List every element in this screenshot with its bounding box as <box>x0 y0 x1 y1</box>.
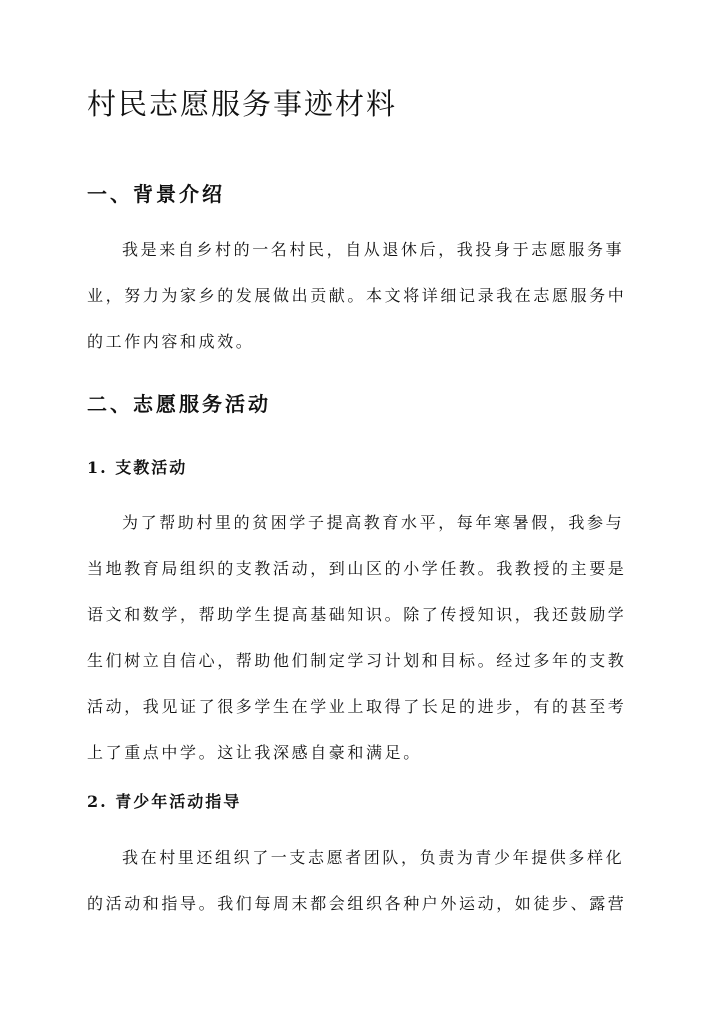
paragraph-line: 当地教育局组织的支教活动，到山区的小学任教。我教授的主要是 <box>87 559 627 578</box>
paragraph-line: 我在村里还组织了一支志愿者团队，负责为青少年提供多样化 <box>122 848 625 867</box>
paragraph-line: 我是来自乡村的一名村民，自从退休后，我投身于志愿服务事 <box>122 240 625 259</box>
paragraph-line: 生们树立自信心，帮助他们制定学习计划和目标。经过多年的支教 <box>87 651 627 670</box>
paragraph-youth-guidance <box>87 835 635 927</box>
paragraph-line: 的活动和指导。我们每周末都会组织各种户外运动，如徒步、露营 <box>87 894 627 913</box>
paragraph-line: 上了重点中学。这让我深感自豪和满足。 <box>87 743 422 762</box>
paragraph-line: 业，努力为家乡的发展做出贡献。本文将详细记录我在志愿服务中 <box>87 286 627 305</box>
paragraph-line: 语文和数学，帮助学生提高基础知识。除了传授知识，我还鼓励学 <box>87 605 627 624</box>
subsection-heading-teaching: 1. 支教活动 <box>87 458 188 477</box>
paragraph-teaching <box>87 500 635 776</box>
subsection-heading-youth-guidance: 2. 青少年活动指导 <box>87 792 242 811</box>
section-heading-volunteer-activities: 二、志愿服务活动 <box>87 392 271 416</box>
paragraph-line: 活动，我见证了很多学生在学业上取得了长足的进步，有的甚至考 <box>87 697 627 716</box>
paragraph-line: 为了帮助村里的贫困学子提高教育水平，每年寒暑假，我参与 <box>122 513 625 532</box>
paragraph-background <box>87 227 635 365</box>
paragraph-line: 的工作内容和成效。 <box>87 332 255 351</box>
document-title: 村民志愿服务事迹材料 <box>87 87 398 121</box>
section-heading-background: 一、背景介绍 <box>87 182 225 206</box>
